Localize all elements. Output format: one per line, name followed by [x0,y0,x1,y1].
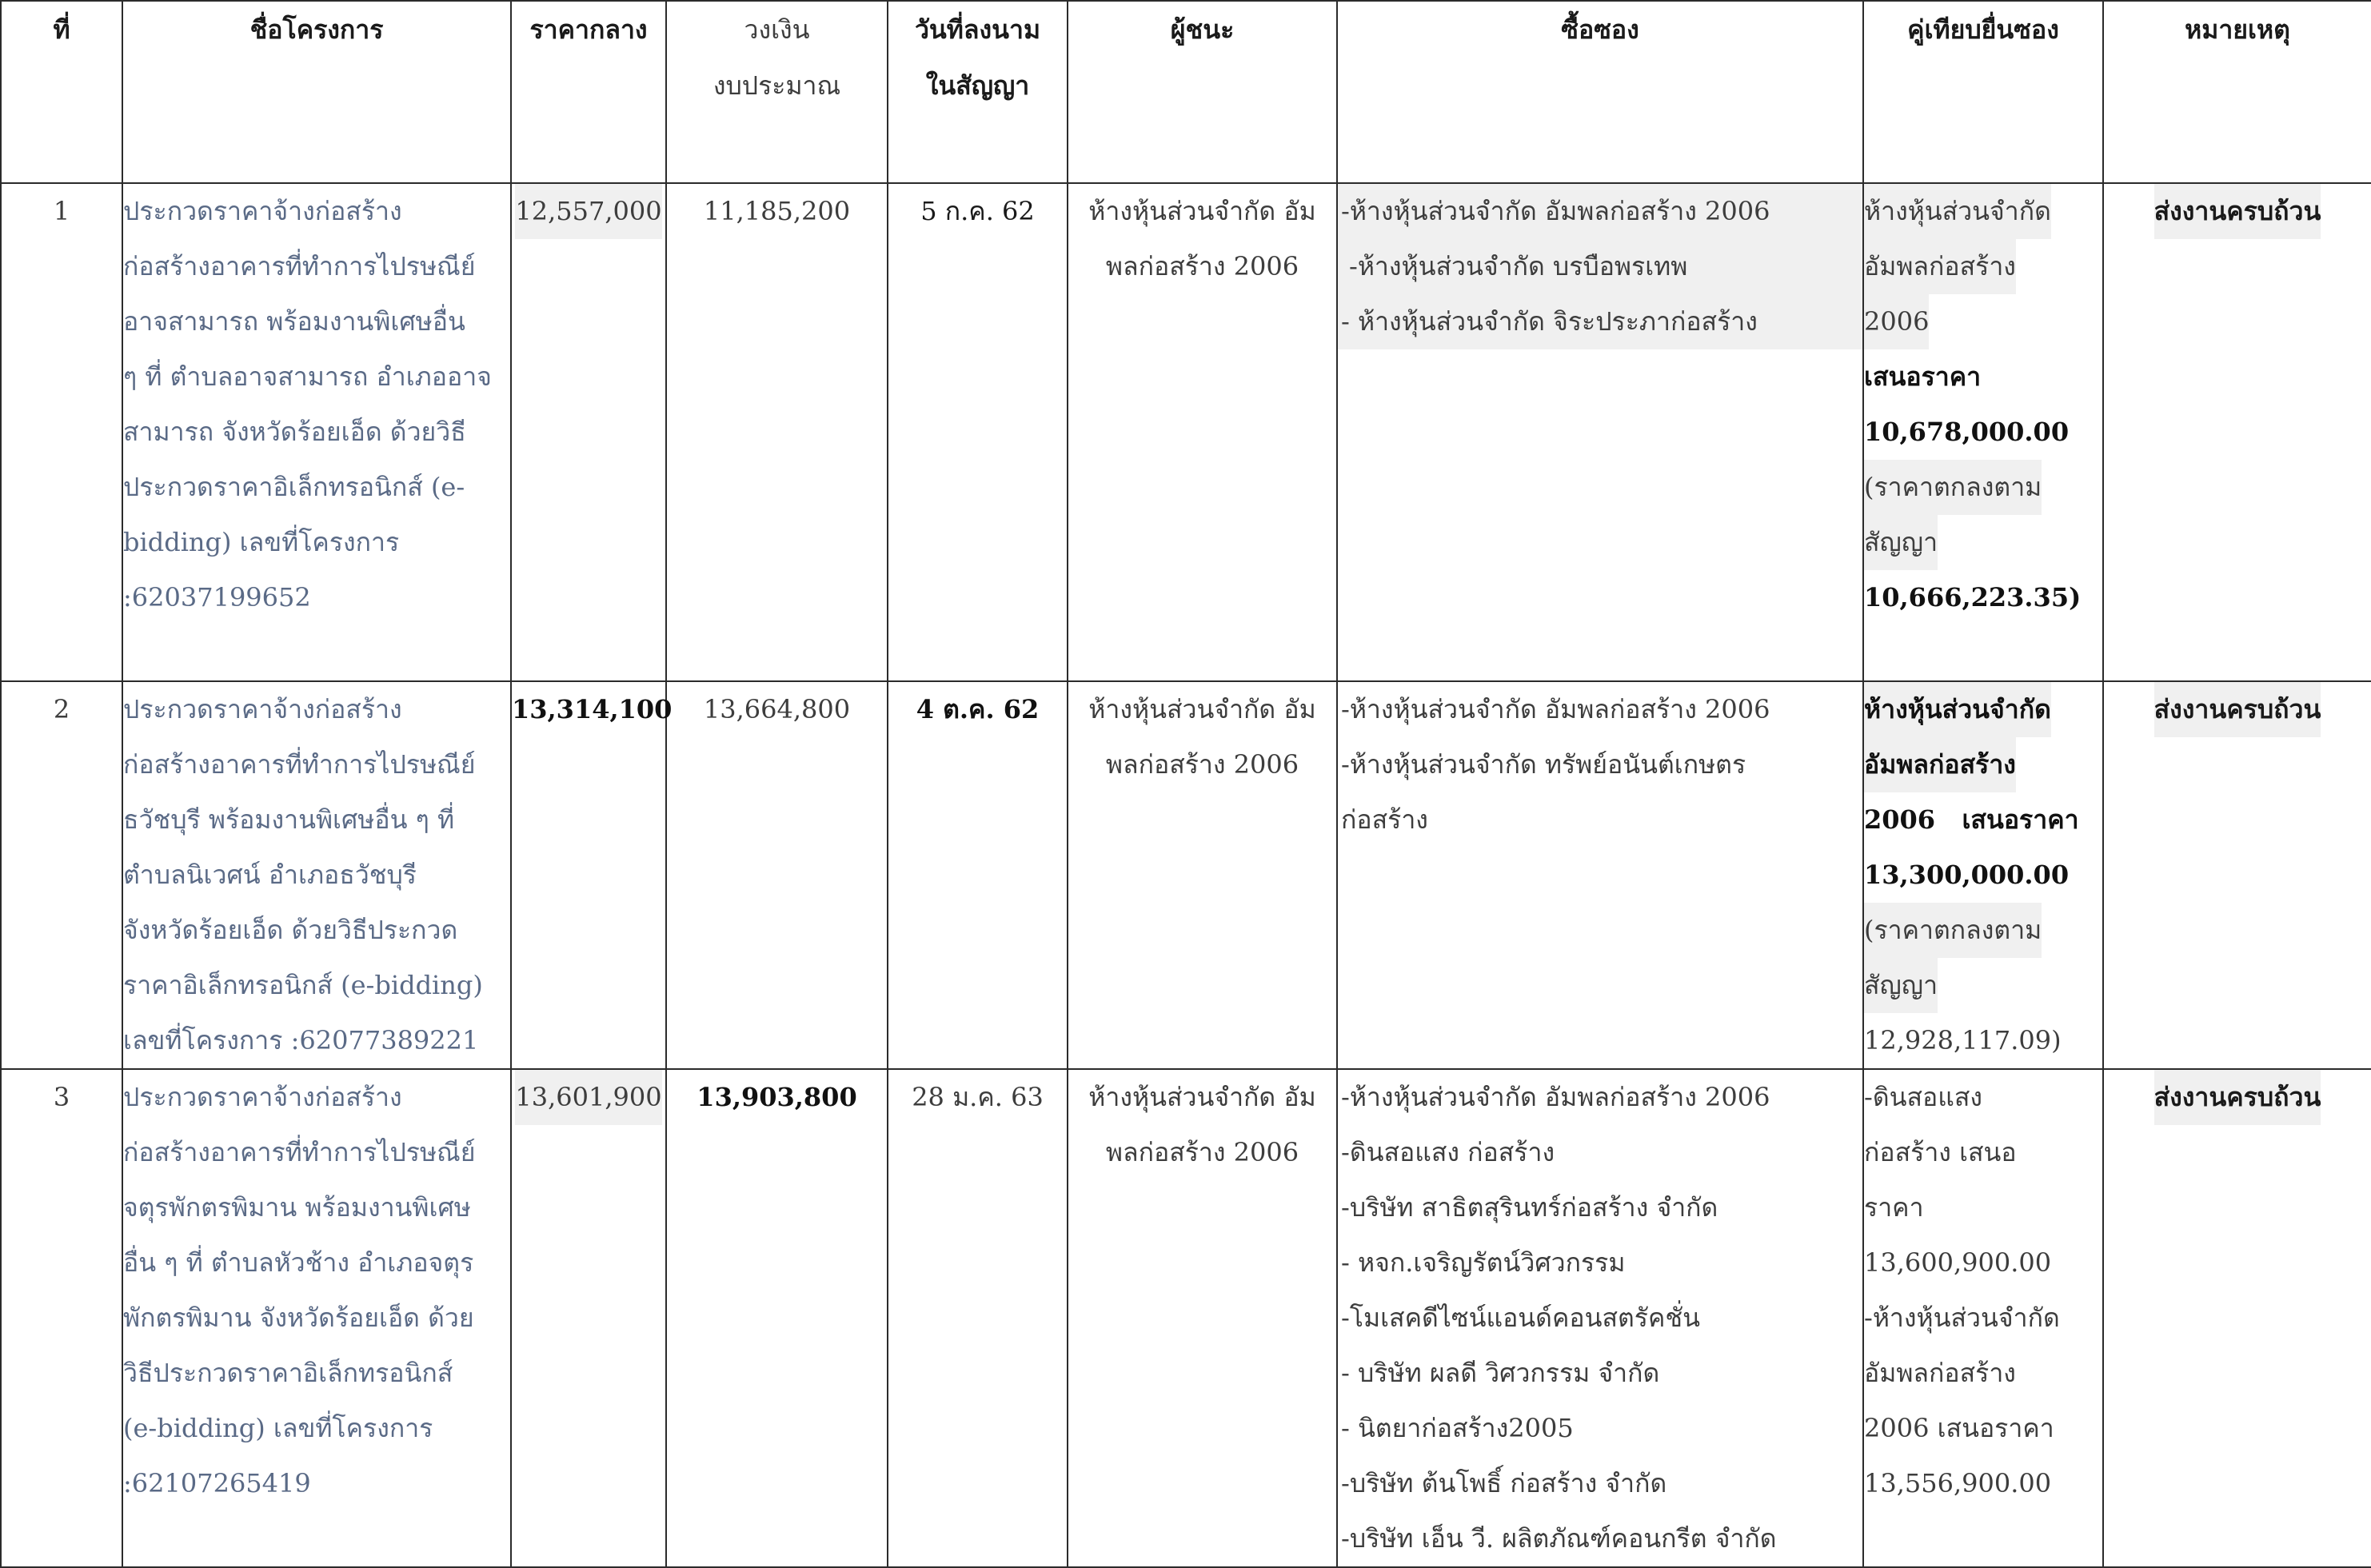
bidder-line: -ห้างหุ้นส่วนจำกัด [1864,1303,2060,1333]
bidder-line: ก่อสร้าง เสนอ [1864,1137,2017,1167]
bidder-line: 13,600,900.00 [1864,1247,2052,1278]
bought-line: -ห้างหุ้นส่วนจำกัด อัมพลก่อสร้าง 2006 [1341,694,1770,724]
cell-no: 1 [1,183,122,681]
project-line: :62107265419 [123,1468,311,1498]
project-line: วิธีประกวดราคาอิเล็กทรอนิกส์ [123,1358,453,1388]
project-line: ก่อสร้างอาคารที่ทำการไปรษณีย์ [123,251,476,281]
project-line: จตุรพักตรพิมาน พร้อมงานพิเศษ [123,1192,471,1223]
bought-line: - นิตยาก่อสร้าง2005 [1341,1413,1574,1443]
median-price-value: 13,601,900 [515,1070,661,1125]
project-line: bidding) เลขที่โครงการ [123,527,400,557]
header-project: ชื่อโครงการ [122,1,511,183]
bought-line: -ห้างหุ้นส่วนจำกัด อัมพลก่อสร้าง 2006 [1341,1082,1770,1112]
bought-line: - ห้างหุ้นส่วนจำกัด จิระประภาก่อสร้าง [1338,294,1862,349]
project-line: ราคาอิเล็กทรอนิกส์ (e-bidding) [123,970,483,1000]
winner-line: ห้างหุ้นส่วนจำกัด อัม [1088,1082,1316,1112]
cell-project [122,681,511,1069]
cell-bought-bid [1337,183,1863,681]
bought-line: -ห้างหุ้นส่วนจำกัด ทรัพย์อนันต์เกษตร [1341,749,1746,780]
bought-line: -ห้างหุ้นส่วนจำกัด อัมพลก่อสร้าง 2006 [1338,184,1862,239]
bidder-line: (ราคาตกลงตาม [1864,903,2042,958]
header-bought-bid: ซื้อซอง [1337,1,1863,183]
table-row [1,183,2371,681]
cell-bought-bid [1337,681,1863,1069]
bidder-line: 2006 [1864,294,1929,349]
winner-line: พลก่อสร้าง 2006 [1105,749,1299,780]
project-line: อาจสามารถ พร้อมงานพิเศษอื่น [123,306,465,337]
bought-line: -โมเสคดีไซน์แอนด์คอนสตรัคชั่น [1341,1303,1700,1333]
bidder-line: 2006 เสนอราคา [1864,1413,2054,1443]
bidder-line: 10,678,000.00 [1864,417,2070,447]
bought-line: -บริษัท สาธิตสุรินทร์ก่อสร้าง จำกัด [1341,1192,1718,1223]
cell-median-price [511,183,666,681]
cell-winner [1068,681,1337,1069]
cell-budget: 13,664,800 [666,681,888,1069]
header-contract-date [888,1,1068,183]
project-line: อื่น ๆ ที่ ตำบลหัวช้าง อำเภอจตุร [123,1247,474,1278]
project-line: จังหวัดร้อยเอ็ด ด้วยวิธีประกวด [123,915,458,945]
winner-line: พลก่อสร้าง 2006 [1105,251,1299,281]
table-row [1,681,2371,1069]
header-median-price: ราคากลาง [511,1,666,183]
cell-winner [1068,183,1337,681]
bought-line: -บริษัท ต้นโพธิ์ ก่อสร้าง จำกัด [1341,1468,1667,1498]
cell-remark [2103,1069,2371,1567]
project-line: เลขที่โครงการ :62077389221 [123,1025,479,1055]
cell-bidders [1863,183,2103,681]
header-date-line2: ในสัญญา [925,70,1030,101]
project-line: พักตรพิมาน จังหวัดร้อยเอ็ด ด้วย [123,1303,474,1333]
bought-line: -ดินสอแสง ก่อสร้าง [1341,1137,1555,1167]
project-line: ประกวดราคาอิเล็กทรอนิกส์ (e- [123,472,465,502]
header-date-line1: วันที่ลงนาม [914,14,1041,45]
header-budget-line2: งบประมาณ [712,70,841,101]
median-price-value: 12,557,000 [515,184,661,239]
bidder-line: เสนอราคา [1864,361,1982,392]
header-row [1,1,2371,183]
header-bidders: คู่เทียบยื่นซอง [1863,1,2103,183]
winner-line: ห้างหุ้นส่วนจำกัด อัม [1088,196,1316,226]
winner-line: พลก่อสร้าง 2006 [1105,1137,1299,1167]
cell-no: 3 [1,1069,122,1567]
cell-project [122,183,511,681]
bidder-line: 10,666,223.35) [1864,582,2082,612]
bidder-line: ห้างหุ้นส่วนจำกัด [1864,184,2051,239]
cell-winner [1068,1069,1337,1567]
cell-remark [2103,183,2371,681]
bidder-line: อัมพลก่อสร้าง [1864,737,2016,792]
bidder-line: 13,300,000.00 [1864,860,2070,890]
remark-value: ส่งงานครบถ้วน [2154,1070,2321,1125]
cell-bought-bid [1337,1069,1863,1567]
bidder-line: อัมพลก่อสร้าง [1864,1358,2016,1388]
bidder-line: ห้างหุ้นส่วนจำกัด [1864,682,2051,737]
project-line: สามารถ จังหวัดร้อยเอ็ด ด้วยวิธี [123,417,466,447]
cell-median-price [511,1069,666,1567]
bidder-line: -ดินสอแสง [1864,1082,1982,1112]
header-remark: หมายเหตุ [2103,1,2371,183]
remark-value: ส่งงานครบถ้วน [2154,184,2321,239]
cell-budget: 11,185,200 [666,183,888,681]
project-line: ก่อสร้างอาคารที่ทำการไปรษณีย์ [123,749,476,780]
header-no: ที่ [1,1,122,183]
project-line: ประกวดราคาจ้างก่อสร้าง [123,196,402,226]
bidder-line: (ราคาตกลงตาม [1864,460,2042,515]
project-line: ธวัชบุรี พร้อมงานพิเศษอื่น ๆ ที่ [123,804,455,835]
bought-line: - หจก.เจริญรัตน์วิศวกรรม [1341,1247,1626,1278]
bought-line: - บริษัท ผลดี วิศวกรรม จำกัด [1341,1358,1660,1388]
project-line: :62037199652 [123,582,311,612]
cell-project [122,1069,511,1567]
winner-line: ห้างหุ้นส่วนจำกัด อัม [1088,694,1316,724]
bidder-line: สัญญา [1864,958,1938,1013]
cell-remark [2103,681,2371,1069]
bought-line: ก่อสร้าง [1341,804,1428,835]
header-budget [666,1,888,183]
header-budget-line1: วงเงิน [744,14,810,45]
bidder-line: 12,928,117.09) [1864,1025,2062,1055]
cell-bidders [1863,1069,2103,1567]
bidder-line: 13,556,900.00 [1864,1468,2052,1498]
cell-no: 2 [1,681,122,1069]
bidder-line: 2006 เสนอราคา [1864,804,2079,835]
project-line: (e-bidding) เลขที่โครงการ [123,1413,433,1443]
bidder-line: สัญญา [1864,515,1938,570]
project-line: ประกวดราคาจ้างก่อสร้าง [123,694,402,724]
bought-line: -ห้างหุ้นส่วนจำกัด บรบือพรเทพ [1338,239,1862,294]
bought-line: -บริษัท เอ็น วี. ผลิตภัณฑ์คอนกรีต จำกัด [1341,1523,1777,1554]
remark-value: ส่งงานครบถ้วน [2154,682,2321,737]
project-line: ตำบลนิเวศน์ อำเภอธวัชบุรี [123,860,417,890]
project-line: ก่อสร้างอาคารที่ทำการไปรษณีย์ [123,1137,476,1167]
bidder-line: อัมพลก่อสร้าง [1864,239,2016,294]
cell-contract-date: 28 ม.ค. 63 [888,1069,1068,1567]
cell-contract-date: 4 ต.ค. 62 [888,681,1068,1069]
project-line: ประกวดราคาจ้างก่อสร้าง [123,1082,402,1112]
cell-bidders [1863,681,2103,1069]
header-winner: ผู้ชนะ [1068,1,1337,183]
cell-median-price: 13,314,100 [511,681,666,1069]
cell-contract-date: 5 ก.ค. 62 [888,183,1068,681]
cell-budget: 13,903,800 [666,1069,888,1567]
table-row [1,1069,2371,1567]
bidder-line: ราคา [1864,1192,1924,1223]
project-line: ๆ ที่ ตำบลอาจสามารถ อำเภออาจ [123,361,492,392]
